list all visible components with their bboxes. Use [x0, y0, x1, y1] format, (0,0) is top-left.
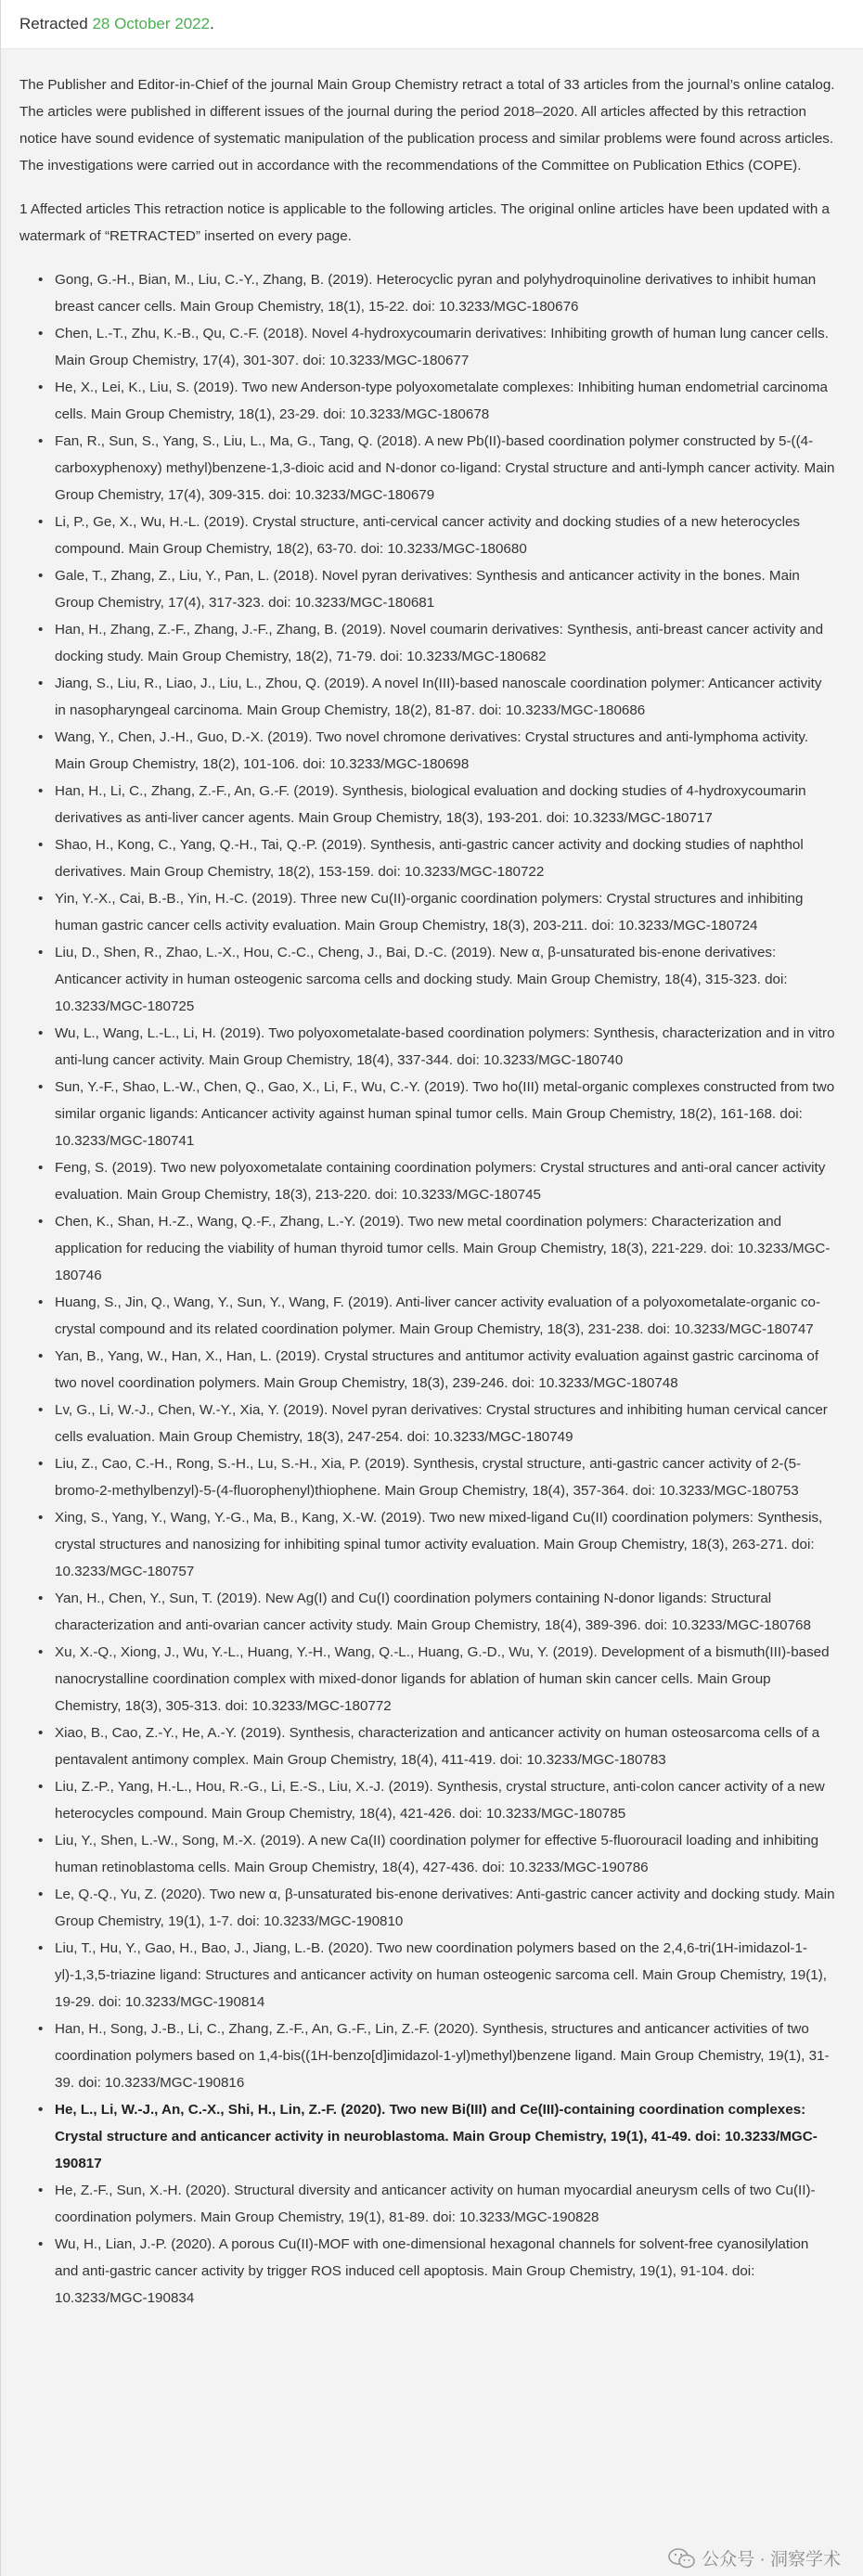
watermark-text: 公众号 · 洞察学术 — [702, 2550, 841, 2570]
reference-item: • Li, P., Ge, X., Wu, H.-L. (2019). Crystal structure, anti-cervical cancer activity and docking studies of a new heterocycles compound. Main Group Chemistry, 18(2), 63-70. doi: 10.3233/MGC-180680 — [42, 509, 835, 562]
reference-item: • Liu, T., Hu, Y., Gao, H., Bao, J., Jiang, L.-B. (2020). Two new coordination polymers based on the 2,4,6-tri(1H-imidazol-1-yl)-1,3,5-triazine ligand: Structures and anticancer activity on human osteogenic sarcoma cell. Main Group Chemistry, 19(1), 19-29. doi: 10.3233/MGC-190814 — [42, 1935, 835, 2016]
retracted-label: Retracted — [19, 15, 88, 32]
watermark — [668, 2545, 841, 2570]
reference-item: • Shao, H., Kong, C., Yang, Q.-H., Tai, Q.-P. (2019). Synthesis, anti-gastric cancer activity and docking studies of naphthol derivatives. Main Group Chemistry, 18(2), 153-159. doi: 10.3233/MGC-180722 — [42, 831, 835, 885]
reference-item: • He, L., Li, W.-J., An, C.-X., Shi, H., Lin, Z.-F. (2020). Two new Bi(III) and Ce(III)-containing coordination complexes: Crystal structure and anticancer activity in neuroblastoma. Main Group Chemistry, 19(1), 41-49. doi: 10.3233/MGC-190817 — [42, 2096, 835, 2177]
affected-articles-paragraph: 1 Affected articles This retraction notice is applicable to the following articles. The original online articles have been updated with a watermark of “RETRACTED” inserted on every page. — [19, 201, 830, 244]
reference-item: • Feng, S. (2019). Two new polyoxometalate containing coordination polymers: Crystal structures and anti-oral cancer activity evaluation. Main Group Chemistry, 18(3), 213-220. doi: 10.3233/MGC-180745 — [42, 1154, 835, 1208]
affected-articles-list — [19, 266, 835, 2312]
reference-item: • Liu, D., Shen, R., Zhao, L.-X., Hou, C.-C., Cheng, J., Bai, D.-C. (2019). New α, β-unsaturated bis-enone derivatives: Anticancer activity in human osteogenic sarcoma cells and docking study. Main Group Chemistry, 18(4), 315-323. doi: 10.3233/MGC-180725 — [42, 939, 835, 1020]
reference-item: • Xing, S., Yang, Y., Wang, Y.-G., Ma, B., Kang, X.-W. (2019). Two new mixed-ligand Cu(II) coordination polymers: Synthesis, crystal structures and nanosizing for inhibiting spinal tumor activity evaluation. Main Group Chemistry, 18(3), 263-271. doi: 10.3233/MGC-180757 — [42, 1504, 835, 1585]
reference-item: • Fan, R., Sun, S., Yang, S., Liu, L., Ma, G., Tang, Q. (2018). A new Pb(II)-based coordination polymer constructed by 5-((4-carboxyphenoxy) methyl)benzene-1,3-dioic acid and N-donor co-ligand: Crystal structure and anti-lymph cancer activity. Main Group Chemistry, 17(4), 309-315. doi: 10.3233/MGC-180679 — [42, 428, 835, 509]
reference-item: • Liu, Z.-P., Yang, H.-L., Hou, R.-G., Li, E.-S., Liu, X.-J. (2019). Synthesis, crystal structure, anti-colon cancer activity of a new heterocycles compound. Main Group Chemistry, 18(4), 421-426. doi: 10.3233/MGC-180785 — [42, 1773, 835, 1827]
reference-item: • Chen, K., Shan, H.-Z., Wang, Q.-F., Zhang, L.-Y. (2019). Two new metal coordination polymers: Characterization and application for reducing the viability of human thyroid tumor cells. Main Group Chemistry, 18(3), 221-229. doi: 10.3233/MGC-180746 — [42, 1208, 835, 1289]
reference-item: • Wang, Y., Chen, J.-H., Guo, D.-X. (2019). Two novel chromone derivatives: Crystal structures and anti-lymphoma activity. Main Group Chemistry, 18(2), 101-106. doi: 10.3233/MGC-180698 — [42, 724, 835, 778]
reference-item: • Yin, Y.-X., Cai, B.-B., Yin, H.-C. (2019). Three new Cu(II)-organic coordination polymers: Crystal structures and inhibiting human gastric cancer cells activity evaluation. Main Group Chemistry, 18(3), 203-211. doi: 10.3233/MGC-180724 — [42, 885, 835, 939]
reference-item: • Gong, G.-H., Bian, M., Liu, C.-Y., Zhang, B. (2019). Heterocyclic pyran and polyhydroquinoline derivatives to inhibit human breast cancer cells. Main Group Chemistry, 18(1), 15-22. doi: 10.3233/MGC-180676 — [42, 266, 835, 320]
reference-item: • Jiang, S., Liu, R., Liao, J., Liu, L., Zhou, Q. (2019). A novel In(III)-based nanoscale coordination polymer: Anticancer activity in nasopharyngeal carcinoma. Main Group Chemistry, 18(2), 81-87. doi: 10.3233/MGC-180686 — [42, 670, 835, 724]
article-body — [1, 49, 863, 2312]
reference-item: • Xiao, B., Cao, Z.-Y., He, A.-Y. (2019). Synthesis, characterization and anticancer activity on human osteosarcoma cells of a pentavalent antimony complex. Main Group Chemistry, 18(4), 411-419. doi: 10.3233/MGC-180783 — [42, 1719, 835, 1773]
retraction-notice-paragraph: The Publisher and Editor-in-Chief of the journal Main Group Chemistry retract a total of 33 articles from the journal’s online catalog. The articles were published in different issues of the journal during the period 2018–2020. All articles affected by this retraction notice have sound evidence of systematic manipulation of the publication process and similar problems were found across articles. The investigations were carried out in accordance with the recommendations of the Committee on Publication Ethics (COPE). — [19, 77, 835, 174]
reference-item: • Liu, Z., Cao, C.-H., Rong, S.-H., Lu, S.-H., Xia, P. (2019). Synthesis, crystal structure, anti-gastric cancer activity of 2-(5-bromo-2-methylbenzyl)-5-(4-fluorophenyl)thiophene. Main Group Chemistry, 18(4), 357-364. doi: 10.3233/MGC-180753 — [42, 1450, 835, 1504]
reference-item: • Liu, Y., Shen, L.-W., Song, M.-X. (2019). A new Ca(II) coordination polymer for effective 5-fluorouracil loading and inhibiting human retinoblastoma cells. Main Group Chemistry, 18(4), 427-436. doi: 10.3233/MGC-190786 — [42, 1827, 835, 1881]
reference-item: • Han, H., Zhang, Z.-F., Zhang, J.-F., Zhang, B. (2019). Novel coumarin derivatives: Synthesis, anti-breast cancer activity and docking study. Main Group Chemistry, 18(2), 71-79. doi: 10.3233/MGC-180682 — [42, 616, 835, 670]
wechat-icon — [668, 2547, 696, 2570]
header-period: . — [210, 15, 214, 32]
reference-item: • Yan, H., Chen, Y., Sun, T. (2019). New Ag(I) and Cu(I) coordination polymers containing N-donor ligands: Structural characterization and anti-ovarian cancer activity study. Main Group Chemistry, 18(4), 389-396. doi: 10.3233/MGC-180768 — [42, 1585, 835, 1639]
retracted-header — [1, 0, 863, 49]
reference-item: • Chen, L.-T., Zhu, K.-B., Qu, C.-F. (2018). Novel 4-hydroxycoumarin derivatives: Inhibiting growth of human lung cancer cells. Main Group Chemistry, 17(4), 301-307. doi: 10.3233/MGC-180677 — [42, 320, 835, 374]
reference-item: • Yan, B., Yang, W., Han, X., Han, L. (2019). Crystal structures and antitumor activity evaluation against gastric carcinoma of two novel coordination polymers. Main Group Chemistry, 18(3), 239-246. doi: 10.3233/MGC-180748 — [42, 1343, 835, 1397]
reference-item: • Lv, G., Li, W.-J., Chen, W.-Y., Xia, Y. (2019). Novel pyran derivatives: Crystal structures and inhibiting human cervical cancer cells evaluation. Main Group Chemistry, 18(3), 247-254. doi: 10.3233/MGC-180749 — [42, 1397, 835, 1450]
reference-item: • Huang, S., Jin, Q., Wang, Y., Sun, Y., Wang, F. (2019). Anti-liver cancer activity evaluation of a polyoxometalate-organic co-crystal compound and its related coordination polymer. Main Group Chemistry, 18(3), 231-238. doi: 10.3233/MGC-180747 — [42, 1289, 835, 1343]
reference-item: • Gale, T., Zhang, Z., Liu, Y., Pan, L. (2018). Novel pyran derivatives: Synthesis and anticancer activity in the bones. Main Group Chemistry, 17(4), 317-323. doi: 10.3233/MGC-180681 — [42, 562, 835, 616]
reference-item: • Sun, Y.-F., Shao, L.-W., Chen, Q., Gao, X., Li, F., Wu, C.-Y. (2019). Two ho(III) metal-organic complexes constructed from two similar organic ligands: Anticancer activity against human spinal tumor cells. Main Group Chemistry, 18(2), 161-168. doi: 10.3233/MGC-180741 — [42, 1074, 835, 1154]
reference-item: • Wu, L., Wang, L.-L., Li, H. (2019). Two polyoxometalate-based coordination polymers: Synthesis, characterization and in vitro anti-lung cancer activity. Main Group Chemistry, 18(4), 337-344. doi: 10.3233/MGC-180740 — [42, 1020, 835, 1074]
reference-item: • Han, H., Song, J.-B., Li, C., Zhang, Z.-F., An, G.-F., Lin, Z.-F. (2020). Synthesis, structures and anticancer activities of two coordination polymers based on 1,4-bis((1H-benzo[d]imidazol-1-yl)methyl)benzene ligand. Main Group Chemistry, 19(1), 31-39. doi: 10.3233/MGC-190816 — [42, 2016, 835, 2096]
reference-item: • He, X., Lei, K., Liu, S. (2019). Two new Anderson-type polyoxometalate complexes: Inhibiting human endometrial carcinoma cells. Main Group Chemistry, 18(1), 23-29. doi: 10.3233/MGC-180678 — [42, 374, 835, 428]
retracted-date: 28 October 2022 — [92, 15, 211, 32]
reference-item: • He, Z.-F., Sun, X.-H. (2020). Structural diversity and anticancer activity on human myocardial aneurysm cells of two Cu(II)-coordination polymers. Main Group Chemistry, 19(1), 81-89. doi: 10.3233/MGC-190828 — [42, 2177, 835, 2231]
reference-item: • Xu, X.-Q., Xiong, J., Wu, Y.-L., Huang, Y.-H., Wang, Q.-L., Huang, G.-D., Wu, Y. (2019). Development of a bismuth(III)-based nanocrystalline coordination complex with mixed-donor ligands for ablation of human skin cancer cells. Main Group Chemistry, 18(3), 305-313. doi: 10.3233/MGC-180772 — [42, 1639, 835, 1719]
reference-item: • Wu, H., Lian, J.-P. (2020). A porous Cu(II)-MOF with one-dimensional hexagonal channels for solvent-free cyanosilylation and anti-gastric cancer activity by trigger ROS induced cell apoptosis. Main Group Chemistry, 19(1), 91-104. doi: 10.3233/MGC-190834 — [42, 2231, 835, 2312]
reference-item: • Le, Q.-Q., Yu, Z. (2020). Two new α, β-unsaturated bis-enone derivatives: Anti-gastric cancer activity and docking study. Main Group Chemistry, 19(1), 1-7. doi: 10.3233/MGC-190810 — [42, 1881, 835, 1935]
reference-item: • Han, H., Li, C., Zhang, Z.-F., An, G.-F. (2019). Synthesis, biological evaluation and docking studies of 4-hydroxycoumarin derivatives as anti-liver cancer agents. Main Group Chemistry, 18(3), 193-201. doi: 10.3233/MGC-180717 — [42, 778, 835, 831]
